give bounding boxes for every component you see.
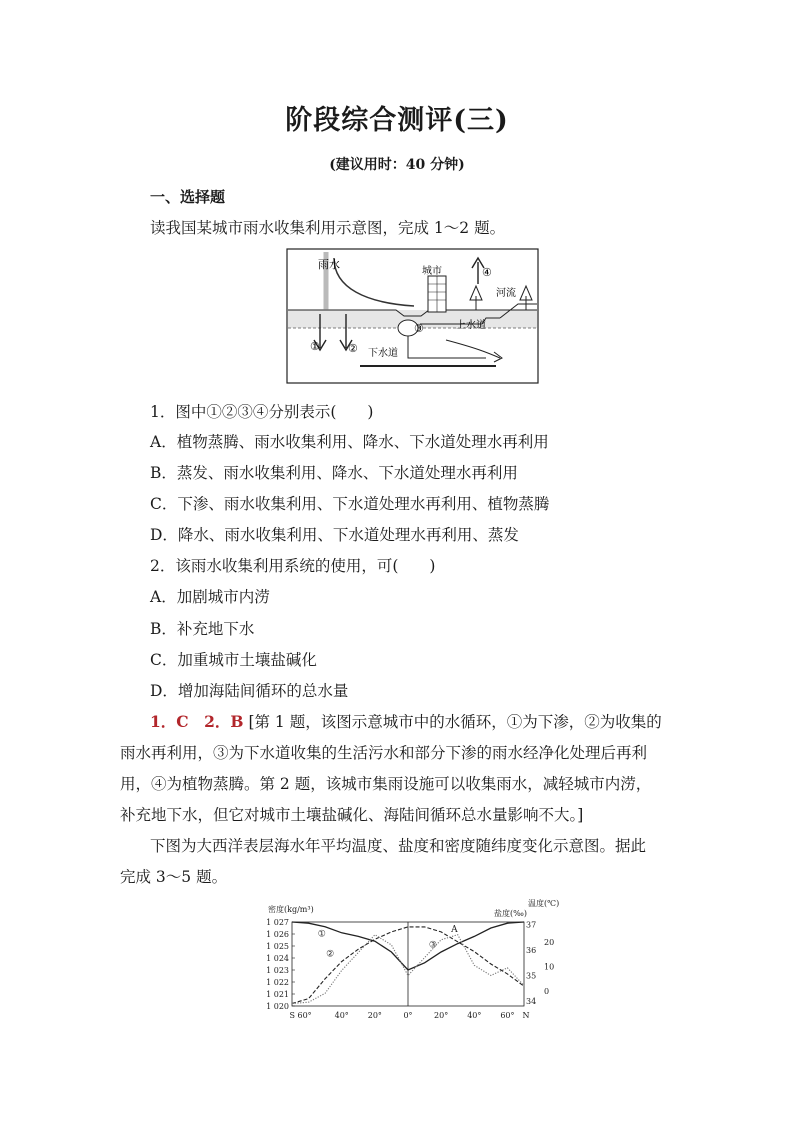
density-tick-label: 1 027 [266, 918, 289, 927]
x-tick-label: 40° [334, 1011, 349, 1020]
question-intro-3-5-line2: 完成 3～5 题。 [120, 868, 228, 886]
x-tick-label: 60° [500, 1011, 515, 1020]
section-heading: 一、选择题 [150, 188, 226, 206]
salinity-tick-label: 37 [526, 920, 537, 930]
density-tick-label: 1 022 [266, 978, 289, 987]
question-2-option-c: C．加重城市土壤盐碱化 [150, 651, 317, 669]
density-tick-label: 1 026 [266, 930, 289, 939]
marker-3: ③ [414, 322, 424, 335]
answer-line-2: 雨水再利用，③为下水道收集的生活污水和部分下渗的雨水经净化处理后再利 [120, 744, 648, 762]
marker-2: ② [348, 342, 358, 355]
x-tick-label: S 60° [289, 1011, 312, 1020]
question-intro-3-5-line1: 下图为大西洋表层海水年平均温度、盐度和密度随纬度变化示意图。据此 [150, 837, 647, 855]
suggested-time: (建议用时：40 分钟) [329, 157, 465, 173]
answer-line-1 [150, 710, 662, 732]
question-1-stem: 1．图中①②③④分别表示( ) [150, 403, 374, 421]
x-tick-label: 40° [467, 1011, 482, 1020]
answer-line-3: 用，④为植物蒸腾。第 2 题，该城市集雨设施可以收集雨水，减轻城市内涝， [120, 775, 652, 793]
question-1-option-a: A．植物蒸腾、雨水收集利用、降水、下水道处理水再利用 [150, 433, 549, 451]
density-tick-label: 1 024 [266, 954, 289, 963]
question-2-option-a: A．加剧城市内涝 [150, 588, 270, 606]
salinity-axis-label: 盐度(‰) [494, 909, 527, 918]
sewer-label: 下水道 [368, 348, 398, 359]
density-tick-label: 1 021 [266, 990, 289, 999]
question-2-option-d: D．增加海陆间循环的总水量 [150, 682, 349, 700]
salinity-tick-label: 36 [526, 946, 537, 955]
answer-key: 1．C 2．B [150, 712, 244, 731]
temperature-tick-label: 20 [544, 937, 555, 947]
question-1-option-b: B．蒸发、雨水收集利用、降水、下水道处理水再利用 [150, 464, 518, 482]
upper-water-label: 上水道 [456, 320, 486, 331]
salinity-tick-label: 35 [526, 971, 537, 981]
marker-1: ① [310, 340, 320, 353]
question-1-option-d: D．降水、雨水收集利用、下水道处理水再利用、蒸发 [150, 526, 519, 544]
temperature-axis-label: 温度(℃) [528, 899, 560, 908]
x-tick-label: 0° [403, 1011, 413, 1020]
x-tick-label: 20° [367, 1011, 382, 1020]
series-name-label: ③ [428, 940, 437, 951]
rainwater-diagram [286, 248, 540, 386]
answer-explanation-start: [第 1 题，该图示意城市中的水循环，①为下渗，②为收集的 [248, 713, 662, 731]
y-left-label: 密度(kg/m³) [268, 905, 314, 914]
question-2-stem: 2．该雨水收集利用系统的使用，可( ) [150, 557, 436, 575]
annotation-a: A [451, 925, 458, 936]
city-label: 城市 [422, 266, 442, 277]
x-tick-label: 20° [434, 1011, 449, 1020]
density-tick-label: 1 020 [266, 1002, 289, 1011]
density-tick-label: 1 023 [266, 966, 289, 975]
question-1-option-c: C．下渗、雨水收集利用、下水道处理水再利用、植物蒸腾 [150, 495, 550, 513]
temperature-tick-label: 0 [544, 987, 550, 997]
marker-4: ④ [482, 266, 492, 279]
series-name-label: ② [326, 949, 335, 960]
atlantic-chart [258, 896, 570, 1026]
question-intro-1-2: 读我国某城市雨水收集利用示意图，完成 1～2 题。 [150, 219, 506, 237]
salinity-tick-label: 34 [526, 996, 537, 1006]
page-title: 阶段综合测评(三) [285, 105, 509, 136]
x-tick-label: N [522, 1011, 530, 1020]
series-name-label: ① [317, 929, 326, 940]
rain-label: 雨水 [318, 258, 340, 271]
question-2-option-b: B．补充地下水 [150, 620, 255, 638]
river-label: 河流 [496, 288, 516, 299]
temperature-tick-label: 10 [544, 962, 555, 972]
density-tick-label: 1 025 [266, 942, 289, 951]
answer-line-4: 补充地下水，但它对城市土壤盐碱化、海陆间循环总水量影响不大。] [120, 806, 584, 824]
